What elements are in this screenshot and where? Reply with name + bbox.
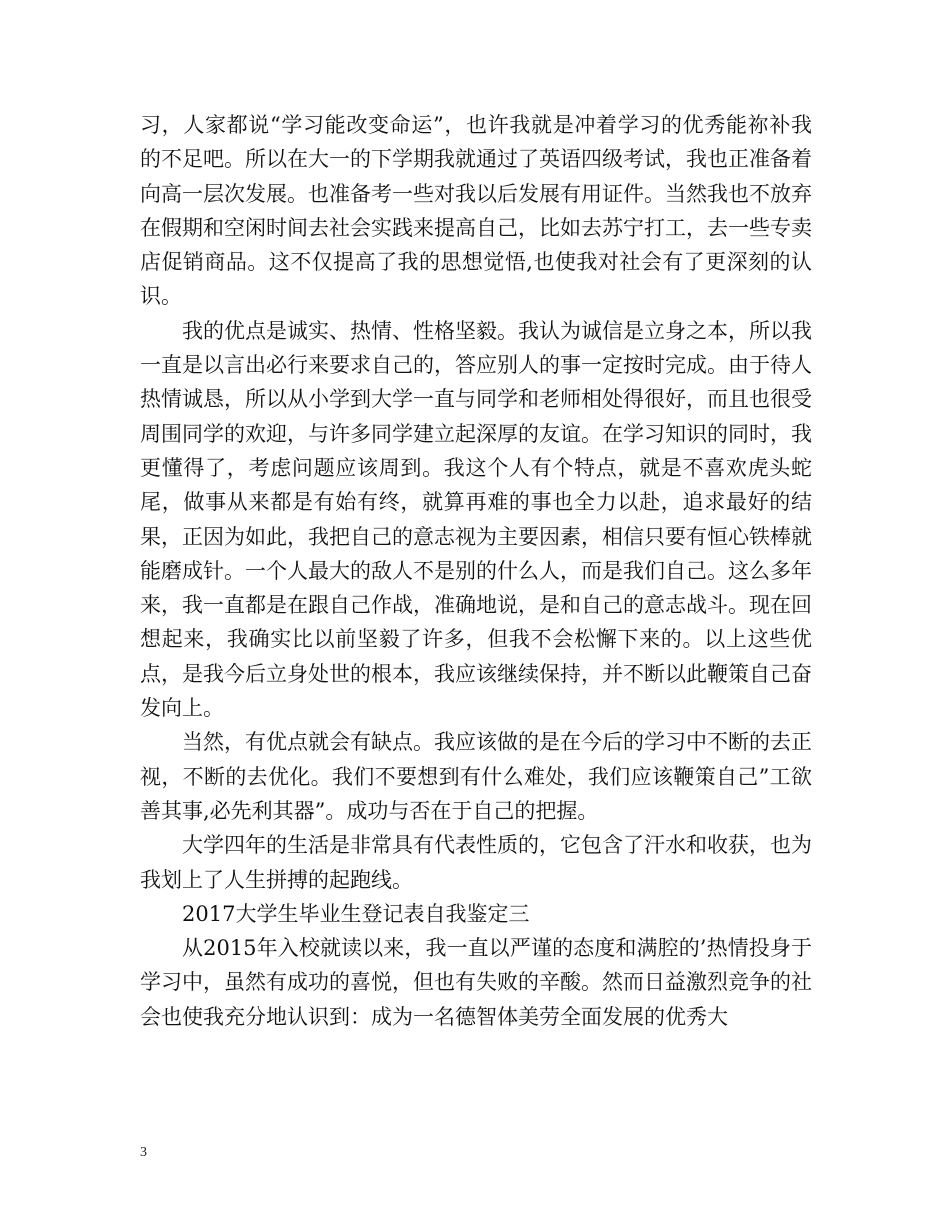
paragraph-3: 当然，有优点就会有缺点。我应该做的是在今后的学习中不断的去正视，不断的去优化。我们不要想到有什么难处，我们应该鞭策自己”工欲善其事,必先利其器”。成功与否在于自己的把握。 — [140, 730, 812, 823]
section-heading: 2017大学生毕业生登记表自我鉴定三 — [182, 901, 530, 926]
paragraph-2: 我的优点是诚实、热情、性格坚毅。我认为诚信是立身之本，所以我一直是以言出必行来要求自己的，答应别人的事一定按时完成。由于待人热情诚恳，所以从小学到大学一直与同学和老师相处得很好，而且也很受周围同学的欢迎，与许多同学建立起深厚的友谊。在学习知识的同时，我更懂得了，考虑问题应该周到。我这个人有个特点，就是不喜欢虎头蛇尾，做事从来都是有始有终，就算再难的事也全力以赴，追求最好的结果，正因为如此，我把自己的意志视为主要因素，相信只要有恒心铁棒就能磨成针。一个人最大的敌人不是别的什么人，而是我们自己。这么多年来，我一直都是在跟自己作战，准确地说，是和自己的意志战斗。现在回想起来，我确实比以前坚毅了许多，但我不会松懈下来的。以上这些优点，是我今后立身处世的根本，我应该继续保持，并不断以此鞭策自己奋发向上。 — [140, 318, 812, 721]
paragraph-5: 从2015年入校就读以来，我一直以严谨的态度和满腔的’热情投身于学习中，虽然有成功的喜悦，但也有失败的辛酸。然而日益激烈竞争的社会也使我充分地认识到：成为一名德智体美劳全面发展的优秀大 — [140, 936, 812, 1029]
paragraph-1: 习，人家都说“学习能改变命运”，也许我就是冲着学习的优秀能祢补我的不足吧。所以在大一的下学期我就通过了英语四级考试，我也正准备着向高一层次发展。也准备考一些对我以后发展有用证件。当然我也不放弃在假期和空闲时间去社会实践来提高自己，比如去苏宁打工，去一些专卖店促销商品。这不仅提高了我的思想觉悟,也使我对社会有了更深刻的认识。 — [140, 113, 812, 309]
paragraph-4: 大学四年的生活是非常具有代表性质的，它包含了汗水和收获，也为我划上了人生拼搏的起跑线。 — [140, 833, 812, 892]
document-body — [140, 108, 812, 1034]
page-number: 3 — [140, 1145, 147, 1160]
